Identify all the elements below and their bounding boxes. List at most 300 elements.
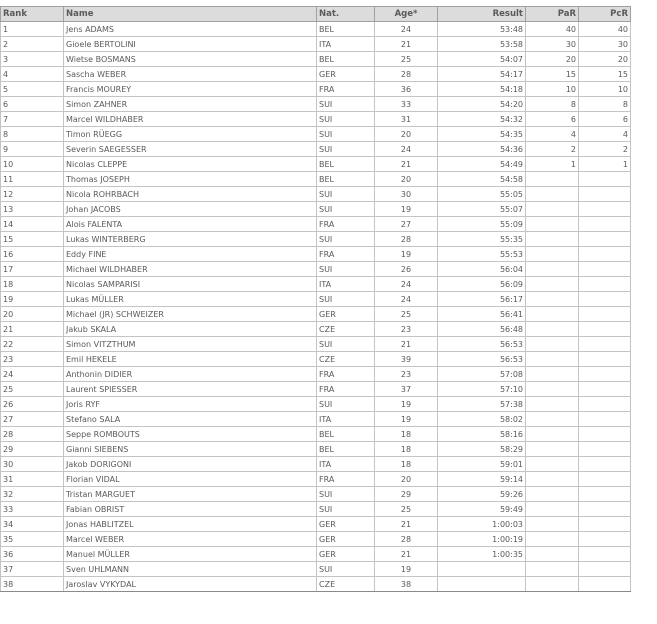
rider-name-cell: Fabian OBRIST (64, 502, 317, 517)
result-time-cell: 56:09 (438, 277, 526, 292)
rider-name-cell: Simon ZAHNER (64, 97, 317, 112)
rank-cell: 11 (1, 172, 64, 187)
rank-cell: 28 (1, 427, 64, 442)
result-time-cell: 59:26 (438, 487, 526, 502)
pcr-points-cell: 8 (579, 97, 631, 112)
rider-name-cell: Anthonin DIDIER (64, 367, 317, 382)
rider-name-cell: Tristan MARGUET (64, 487, 317, 502)
age-cell: 21 (375, 517, 438, 532)
par-points-cell (526, 427, 579, 442)
pcr-points-cell (579, 472, 631, 487)
par-points-cell (526, 202, 579, 217)
results-table (0, 6, 631, 592)
age-cell: 21 (375, 547, 438, 562)
result-time-cell: 54:20 (438, 97, 526, 112)
result-time-cell: 59:01 (438, 457, 526, 472)
table-row (1, 262, 631, 277)
rank-cell: 12 (1, 187, 64, 202)
pcr-points-cell (579, 427, 631, 442)
table-row (1, 487, 631, 502)
result-time-cell: 55:09 (438, 217, 526, 232)
table-row (1, 352, 631, 367)
par-points-cell (526, 337, 579, 352)
result-time-cell: 59:49 (438, 502, 526, 517)
par-points-cell: 2 (526, 142, 579, 157)
nationality-cell: SUI (317, 262, 375, 277)
col-header-par[interactable]: PaR (526, 7, 579, 22)
rank-cell: 18 (1, 277, 64, 292)
rider-name-cell: Nicolas SAMPARISI (64, 277, 317, 292)
table-row (1, 502, 631, 517)
age-cell: 24 (375, 277, 438, 292)
age-cell: 39 (375, 352, 438, 367)
par-points-cell: 1 (526, 157, 579, 172)
rank-cell: 5 (1, 82, 64, 97)
rank-cell: 37 (1, 562, 64, 577)
table-row (1, 112, 631, 127)
age-cell: 25 (375, 52, 438, 67)
rank-cell: 26 (1, 397, 64, 412)
pcr-points-cell (579, 517, 631, 532)
nationality-cell: ITA (317, 37, 375, 52)
table-row (1, 247, 631, 262)
result-time-cell: 1:00:35 (438, 547, 526, 562)
result-time-cell: 55:07 (438, 202, 526, 217)
age-cell: 19 (375, 397, 438, 412)
rider-name-cell: Jaroslav VYKYDAL (64, 577, 317, 592)
rank-cell: 4 (1, 67, 64, 82)
age-cell: 28 (375, 532, 438, 547)
nationality-cell: FRA (317, 82, 375, 97)
table-row (1, 307, 631, 322)
rank-cell: 29 (1, 442, 64, 457)
nationality-cell: SUI (317, 562, 375, 577)
result-time-cell: 54:17 (438, 67, 526, 82)
rank-cell: 25 (1, 382, 64, 397)
nationality-cell: ITA (317, 412, 375, 427)
nationality-cell: FRA (317, 217, 375, 232)
pcr-points-cell (579, 322, 631, 337)
result-time-cell: 54:18 (438, 82, 526, 97)
par-points-cell (526, 547, 579, 562)
nationality-cell: ITA (317, 277, 375, 292)
rider-name-cell: Sascha WEBER (64, 67, 317, 82)
rider-name-cell: Florian VIDAL (64, 472, 317, 487)
result-time-cell (438, 577, 526, 592)
table-row (1, 187, 631, 202)
table-row (1, 232, 631, 247)
par-points-cell: 10 (526, 82, 579, 97)
result-time-cell: 54:32 (438, 112, 526, 127)
result-time-cell: 56:48 (438, 322, 526, 337)
par-points-cell (526, 532, 579, 547)
nationality-cell: FRA (317, 247, 375, 262)
nationality-cell: SUI (317, 292, 375, 307)
table-row (1, 397, 631, 412)
rider-name-cell: Johan JACOBS (64, 202, 317, 217)
age-cell: 18 (375, 442, 438, 457)
table-row (1, 157, 631, 172)
table-row (1, 367, 631, 382)
table-row (1, 37, 631, 52)
pcr-points-cell: 1 (579, 157, 631, 172)
rider-name-cell: Gioele BERTOLINI (64, 37, 317, 52)
pcr-points-cell: 2 (579, 142, 631, 157)
result-time-cell: 54:35 (438, 127, 526, 142)
rank-cell: 3 (1, 52, 64, 67)
age-cell: 21 (375, 337, 438, 352)
par-points-cell (526, 307, 579, 322)
pcr-points-cell: 40 (579, 22, 631, 37)
table-row (1, 322, 631, 337)
result-time-cell: 54:49 (438, 157, 526, 172)
rank-cell: 16 (1, 247, 64, 262)
pcr-points-cell (579, 562, 631, 577)
table-row (1, 97, 631, 112)
par-points-cell (526, 487, 579, 502)
rider-name-cell: Simon VITZTHUM (64, 337, 317, 352)
result-time-cell: 1:00:03 (438, 517, 526, 532)
rank-cell: 21 (1, 322, 64, 337)
nationality-cell: FRA (317, 472, 375, 487)
age-cell: 25 (375, 502, 438, 517)
rider-name-cell: Jakob DORIGONI (64, 457, 317, 472)
nationality-cell: CZE (317, 352, 375, 367)
rider-name-cell: Jonas HABLITZEL (64, 517, 317, 532)
age-cell: 20 (375, 472, 438, 487)
rank-cell: 22 (1, 337, 64, 352)
rider-name-cell: Nicolas CLEPPE (64, 157, 317, 172)
rank-cell: 7 (1, 112, 64, 127)
nationality-cell: GER (317, 547, 375, 562)
table-row (1, 277, 631, 292)
age-cell: 20 (375, 172, 438, 187)
pcr-points-cell: 30 (579, 37, 631, 52)
rider-name-cell: Wietse BOSMANS (64, 52, 317, 67)
age-cell: 19 (375, 412, 438, 427)
table-row (1, 82, 631, 97)
col-header-age[interactable]: Age* (375, 7, 438, 22)
table-row (1, 442, 631, 457)
nationality-cell: BEL (317, 22, 375, 37)
nationality-cell: SUI (317, 202, 375, 217)
par-points-cell (526, 382, 579, 397)
par-points-cell: 30 (526, 37, 579, 52)
age-cell: 18 (375, 427, 438, 442)
pcr-points-cell (579, 502, 631, 517)
age-cell: 38 (375, 577, 438, 592)
par-points-cell (526, 292, 579, 307)
result-time-cell: 54:58 (438, 172, 526, 187)
nationality-cell: FRA (317, 367, 375, 382)
table-row (1, 22, 631, 37)
table-row (1, 127, 631, 142)
rank-cell: 6 (1, 97, 64, 112)
pcr-points-cell (579, 442, 631, 457)
result-time-cell: 57:10 (438, 382, 526, 397)
par-points-cell (526, 517, 579, 532)
par-points-cell (526, 322, 579, 337)
pcr-points-cell: 4 (579, 127, 631, 142)
nationality-cell: SUI (317, 97, 375, 112)
age-cell: 36 (375, 82, 438, 97)
pcr-points-cell (579, 352, 631, 367)
rider-name-cell: Jakub SKALA (64, 322, 317, 337)
table-row (1, 577, 631, 592)
result-time-cell: 53:58 (438, 37, 526, 52)
table-row (1, 292, 631, 307)
age-cell: 27 (375, 217, 438, 232)
table-row (1, 547, 631, 562)
col-header-pcr[interactable]: PcR (579, 7, 631, 22)
col-header-result[interactable]: Result (438, 7, 526, 22)
rider-name-cell: Marcel WILDHABER (64, 112, 317, 127)
rider-name-cell: Eddy FINE (64, 247, 317, 262)
rank-cell: 31 (1, 472, 64, 487)
pcr-points-cell (579, 292, 631, 307)
rank-cell: 15 (1, 232, 64, 247)
rank-cell: 10 (1, 157, 64, 172)
col-header-nat[interactable]: Nat. (317, 7, 375, 22)
nationality-cell: SUI (317, 502, 375, 517)
par-points-cell (526, 262, 579, 277)
table-row (1, 142, 631, 157)
pcr-points-cell (579, 262, 631, 277)
rank-cell: 2 (1, 37, 64, 52)
result-time-cell: 58:29 (438, 442, 526, 457)
nationality-cell: GER (317, 517, 375, 532)
age-cell: 23 (375, 367, 438, 382)
pcr-points-cell (579, 457, 631, 472)
rider-name-cell: Marcel WEBER (64, 532, 317, 547)
pcr-points-cell (579, 187, 631, 202)
pcr-points-cell (579, 397, 631, 412)
nationality-cell: BEL (317, 157, 375, 172)
result-time-cell: 58:02 (438, 412, 526, 427)
rider-name-cell: Severin SAEGESSER (64, 142, 317, 157)
par-points-cell: 15 (526, 67, 579, 82)
par-points-cell: 20 (526, 52, 579, 67)
col-header-rank[interactable]: Rank (1, 7, 64, 22)
result-time-cell: 56:17 (438, 292, 526, 307)
pcr-points-cell (579, 577, 631, 592)
par-points-cell: 8 (526, 97, 579, 112)
nationality-cell: GER (317, 67, 375, 82)
nationality-cell: SUI (317, 337, 375, 352)
rider-name-cell: Emil HEKELE (64, 352, 317, 367)
par-points-cell (526, 232, 579, 247)
rank-cell: 9 (1, 142, 64, 157)
rank-cell: 32 (1, 487, 64, 502)
table-row (1, 217, 631, 232)
nationality-cell: SUI (317, 142, 375, 157)
result-time-cell: 56:53 (438, 352, 526, 367)
par-points-cell (526, 397, 579, 412)
rider-name-cell: Francis MOUREY (64, 82, 317, 97)
age-cell: 24 (375, 142, 438, 157)
table-row (1, 562, 631, 577)
par-points-cell (526, 352, 579, 367)
table-row (1, 457, 631, 472)
result-time-cell: 56:41 (438, 307, 526, 322)
age-cell: 19 (375, 247, 438, 262)
table-row (1, 67, 631, 82)
result-time-cell: 57:08 (438, 367, 526, 382)
rank-cell: 17 (1, 262, 64, 277)
pcr-points-cell (579, 202, 631, 217)
result-time-cell: 56:53 (438, 337, 526, 352)
pcr-points-cell (579, 487, 631, 502)
nationality-cell: SUI (317, 112, 375, 127)
age-cell: 23 (375, 322, 438, 337)
par-points-cell (526, 457, 579, 472)
nationality-cell: BEL (317, 172, 375, 187)
nationality-cell: GER (317, 532, 375, 547)
nationality-cell: SUI (317, 187, 375, 202)
table-row (1, 172, 631, 187)
rider-name-cell: Timon RÜEGG (64, 127, 317, 142)
age-cell: 19 (375, 202, 438, 217)
age-cell: 30 (375, 187, 438, 202)
pcr-points-cell (579, 412, 631, 427)
age-cell: 20 (375, 127, 438, 142)
age-cell: 33 (375, 97, 438, 112)
pcr-points-cell (579, 232, 631, 247)
table-row (1, 517, 631, 532)
nationality-cell: ITA (317, 457, 375, 472)
result-time-cell: 59:14 (438, 472, 526, 487)
age-cell: 21 (375, 37, 438, 52)
rank-cell: 34 (1, 517, 64, 532)
nationality-cell: SUI (317, 127, 375, 142)
rank-cell: 38 (1, 577, 64, 592)
rider-name-cell: Lukas WINTERBERG (64, 232, 317, 247)
pcr-points-cell (579, 277, 631, 292)
par-points-cell (526, 217, 579, 232)
col-header-name[interactable]: Name (64, 7, 317, 22)
rank-cell: 33 (1, 502, 64, 517)
result-time-cell: 54:07 (438, 52, 526, 67)
rank-cell: 14 (1, 217, 64, 232)
nationality-cell: BEL (317, 442, 375, 457)
par-points-cell: 6 (526, 112, 579, 127)
nationality-cell: BEL (317, 52, 375, 67)
rank-cell: 23 (1, 352, 64, 367)
age-cell: 19 (375, 562, 438, 577)
rank-cell: 8 (1, 127, 64, 142)
nationality-cell: GER (317, 307, 375, 322)
result-time-cell: 1:00:19 (438, 532, 526, 547)
par-points-cell (526, 172, 579, 187)
rider-name-cell: Stefano SALA (64, 412, 317, 427)
pcr-points-cell (579, 307, 631, 322)
result-time-cell: 55:05 (438, 187, 526, 202)
nationality-cell: FRA (317, 382, 375, 397)
result-time-cell: 56:04 (438, 262, 526, 277)
rider-name-cell: Sven UHLMANN (64, 562, 317, 577)
rider-name-cell: Laurent SPIESSER (64, 382, 317, 397)
nationality-cell: SUI (317, 397, 375, 412)
pcr-points-cell (579, 172, 631, 187)
rider-name-cell: Joris RYF (64, 397, 317, 412)
rider-name-cell: Michael WILDHABER (64, 262, 317, 277)
age-cell: 29 (375, 487, 438, 502)
pcr-points-cell (579, 532, 631, 547)
par-points-cell (526, 367, 579, 382)
result-time-cell: 57:38 (438, 397, 526, 412)
table-row (1, 472, 631, 487)
par-points-cell (526, 412, 579, 427)
pcr-points-cell (579, 337, 631, 352)
par-points-cell (526, 502, 579, 517)
par-points-cell (526, 472, 579, 487)
age-cell: 25 (375, 307, 438, 322)
par-points-cell (526, 187, 579, 202)
pcr-points-cell: 15 (579, 67, 631, 82)
result-time-cell: 53:48 (438, 22, 526, 37)
table-row (1, 52, 631, 67)
rider-name-cell: Lukas MÜLLER (64, 292, 317, 307)
table-row (1, 202, 631, 217)
pcr-points-cell: 20 (579, 52, 631, 67)
nationality-cell: SUI (317, 487, 375, 502)
result-time-cell: 55:53 (438, 247, 526, 262)
par-points-cell (526, 562, 579, 577)
rider-name-cell: Alois FALENTA (64, 217, 317, 232)
nationality-cell: BEL (317, 427, 375, 442)
nationality-cell: SUI (317, 232, 375, 247)
result-time-cell: 55:35 (438, 232, 526, 247)
rider-name-cell: Gianni SIEBENS (64, 442, 317, 457)
table-row (1, 412, 631, 427)
par-points-cell (526, 442, 579, 457)
rank-cell: 30 (1, 457, 64, 472)
pcr-points-cell: 6 (579, 112, 631, 127)
pcr-points-cell (579, 217, 631, 232)
results-body (1, 22, 631, 592)
rank-cell: 27 (1, 412, 64, 427)
par-points-cell (526, 577, 579, 592)
age-cell: 31 (375, 112, 438, 127)
rider-name-cell: Nicola ROHRBACH (64, 187, 317, 202)
nationality-cell: CZE (317, 322, 375, 337)
age-cell: 37 (375, 382, 438, 397)
par-points-cell: 40 (526, 22, 579, 37)
rider-name-cell: Jens ADAMS (64, 22, 317, 37)
par-points-cell (526, 277, 579, 292)
rank-cell: 36 (1, 547, 64, 562)
age-cell: 28 (375, 232, 438, 247)
result-time-cell: 54:36 (438, 142, 526, 157)
table-row (1, 427, 631, 442)
rank-cell: 1 (1, 22, 64, 37)
rank-cell: 19 (1, 292, 64, 307)
pcr-points-cell: 10 (579, 82, 631, 97)
table-row (1, 532, 631, 547)
result-time-cell (438, 562, 526, 577)
rider-name-cell: Thomas JOSEPH (64, 172, 317, 187)
age-cell: 24 (375, 292, 438, 307)
rider-name-cell: Michael (JR) SCHWEIZER (64, 307, 317, 322)
par-points-cell: 4 (526, 127, 579, 142)
pcr-points-cell (579, 367, 631, 382)
result-time-cell: 58:16 (438, 427, 526, 442)
age-cell: 24 (375, 22, 438, 37)
rider-name-cell: Seppe ROMBOUTS (64, 427, 317, 442)
age-cell: 21 (375, 157, 438, 172)
rank-cell: 20 (1, 307, 64, 322)
rank-cell: 13 (1, 202, 64, 217)
